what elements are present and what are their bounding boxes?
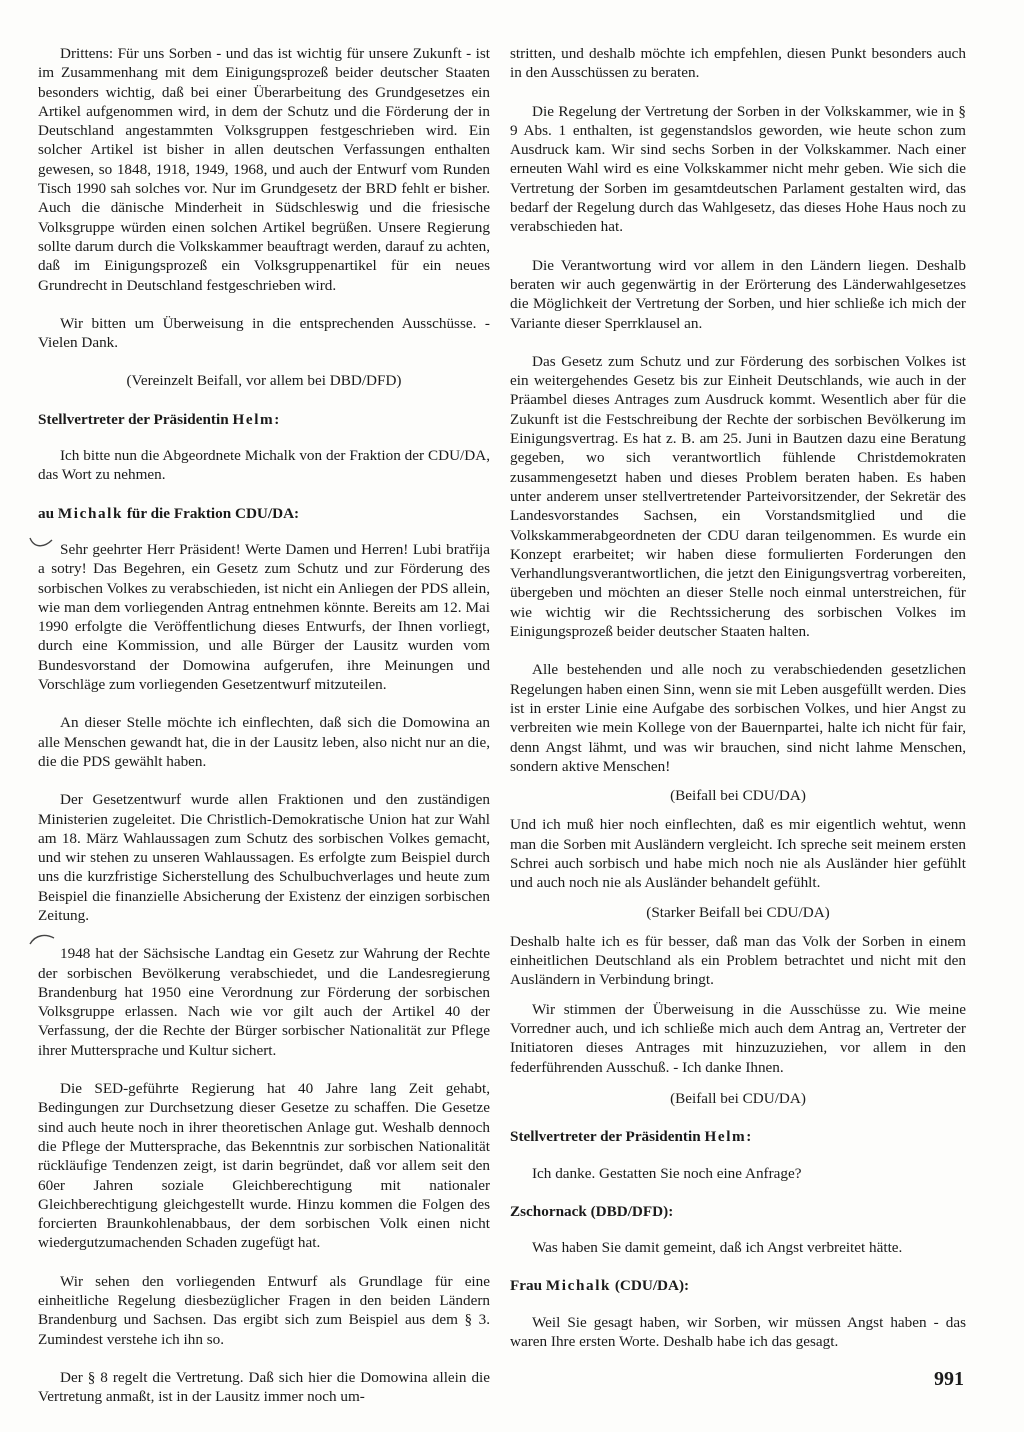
speaker-role: Stellvertreter der Präsidentin <box>38 410 229 428</box>
speaker-name: Michalk <box>57 504 124 522</box>
page-number: 991 <box>934 1368 964 1390</box>
paragraph: Das Gesetz zum Schutz und zur Förderung des sorbischen Volkes ist ein weitergehendes Gesetz bis zur Einheit Deutschlands, wie auch in der Präambel dieses Antrages zum Ausdruck kommt. Wesentlich aber für die Zukunft ist die Festschreibung der Rechte der sorbischen Bevölkerung im Einigungsvertrag. Es hat z. B. am 25. Juni in Bautzen dazu eine Beratung gegeben, wo sich verantwortlich fühlende Christdemokraten zusammengesetzt haben und dieses Problem beraten haben. Es haben unter anderem unser stellvertretender Parteivorsitzender, der Sekretär des Landesvorstandes Sachsen, ein Vorstandsmitglied und die Volkskammerabgeordneten der CDU daran teilgenommen. Es wurde ein Konzept erarbeitet; wir haben diese formulierten Forderungen den Verhandlungsverantwortlichen, die jetzt den Einigungsvertrag vorbereiten, übergeben und möchten an dieser Stelle noch einmal unterstreichen, für wie wichtig wir die Rechtssicherung des sorbischen Volkes im Einigungsprozeß beider deutscher Staaten halten. <box>510 352 966 641</box>
paragraph: Alle bestehenden und alle noch zu verabschiedenden gesetzlichen Regelungen haben einen Sinn, wenn sie mit Leben ausgefüllt werden. Dies ist in erster Linie eine Aufgabe des sorbischen Volkes, und hier Angst zu verbreiten wie mein Kollege von der Bauernpartei, halte ich nicht für fair, denn Angst lähmt, und was wir brauchen, sind nicht lahme Menschen, sondern aktive Menschen! <box>510 661 966 775</box>
paragraph: Wir sehen den vorliegenden Entwurf als Grundlage für eine einheitliche Regelung diesbezüglicher Fragen in den beiden Ländern Brandenburg und Sachsen. Das ergibt sich zum Beispiel aus dem § 3. Zumindest verstehe ich ihn so. <box>38 1272 490 1348</box>
right-column <box>510 44 966 1370</box>
audience-reaction: (Beifall bei CDU/DA) <box>670 787 806 805</box>
speaker-affiliation: für die Fraktion CDU/DA: <box>126 504 300 522</box>
paragraph: Der § 8 regelt die Vertretung. Daß sich hier die Domowina allein die Vertretung anmaßt, ist in der Lausitz immer noch um- <box>38 1368 490 1406</box>
paragraph: 1948 hat der Sächsische Landtag ein Gesetz zur Wahrung der Rechte der sorbischen Bevölkerung verabschiedet, und die Landesregierung Brandenburg hat 1950 eine Verordnung zur Förderung der sorbischen Volksgruppe erlassen. Nach wie vor gilt auch der Artikel 40 der Verfassung, der die Rechte der Bürger sorbischer Nationalität zur Pflege ihrer Muttersprache und Kultur sichert. <box>38 945 490 1059</box>
audience-reaction: (Beifall bei CDU/DA) <box>670 1089 806 1107</box>
paragraph: Die Verantwortung wird vor allem in den Ländern liegen. Deshalb beraten wir auch gegenwärtig in der Erörterung des Länderwahlgesetzes die Möglichkeit der Vertretung der Sorben, und hier schließe ich mich der Variante dieser Sperrklausel an. <box>510 256 966 332</box>
speaker-name: Michalk <box>545 1277 612 1295</box>
left-column <box>38 44 490 1426</box>
paragraph: Wir stimmen der Überweisung in die Ausschüsse zu. Wie meine Vorredner auch, und ich schließe mich auch dem Antrag an, Vertreter der Initiatoren dieses Antrages mit hinzuzuziehen, vor allem in den federführenden Ausschuß. - Ich danke Ihnen. <box>510 1000 966 1076</box>
paragraph: Ich bitte nun die Abgeordnete Michalk von der Fraktion der CDU/DA, das Wort zu nehmen. <box>38 447 490 484</box>
speaker-name: Helm: <box>232 410 281 428</box>
paragraph: Drittens: Für uns Sorben - und das ist wichtig für unsere Zukunft - ist im Zusammenhang mit dem Einigungsprozeß beider deutscher Staaten besonders wichtig, daß bei einer Überarbeitung des Grundgesetzes ein Artikel aufgenommen wird, in dem der Schutz und die Förderung der in Deutschland angestammten Volksgruppen festgeschrieben wird. Ein solcher Artikel ist bisher in allen deutschen Verfassungen enthalten gewesen, so 1848, 1918, 1949, 1968, und auch der Entwurf vom Runden Tisch 1990 sah solches vor. Nur im Grundgesetz der BRD fehlt er bisher. Auch die dänische Minderheit in Südschleswig und die friesische Volksgruppe würden einen solchen Artikel begrüßen. Unsere Regierung sollte darum durch die Volkskammer beauftragt werden, darauf zu achten, daß im Einigungsprozeß ein Volksgruppenartikel für ein neues Grundrecht in Deutschland festgeschrieben wird. <box>38 45 490 294</box>
paragraph: Weil Sie gesagt haben, wir Sorben, wir müssen Angst haben - das waren Ihre ersten Worte. Deshalb habe ich das gesagt. <box>510 1313 966 1351</box>
paragraph: Und ich muß hier noch einflechten, daß es mir eigentlich wehtut, wenn man die Sorben mit Ausländern vergleicht. Ich spreche seit meinem ersten Schrei auch sorbisch und habe mich noch nie als Ausländer hier gefühlt und auch noch nie als Ausländer behandelt gefühlt. <box>510 816 966 892</box>
paragraph: An dieser Stelle möchte ich einflechten, daß sich die Domowina an alle Menschen gewandt hat, die in der Lausitz leben, also nicht nur an die, die die PDS gewählt haben. <box>38 714 490 770</box>
paragraph: stritten, und deshalb möchte ich empfehlen, diesen Punkt besonders auch in den Ausschüssen zu beraten. <box>510 45 966 82</box>
speaker-name: Helm: <box>704 1128 753 1146</box>
paragraph: Die SED-geführte Regierung hat 40 Jahre lang Zeit gehabt, Bedingungen zur Durchsetzung dieser Gesetze zu schaffen. Die Gesetze sind auch heute noch in ihrer theoretischen Anlage gut. Weshalb dennoch die Pflege der Muttersprache, das Bekenntnis zur sorbischen Nationalität rückläufige Tendenzen zeigt, ist darin begründet, daß vor allem seit den 60er Jahren soziale Gleichberechtigung mit nationaler Gleichberechtigung gleichgestellt wurde. Hinzu kommen die Folgen des forcierten Braunkohlenabbaus, der dem sorbischen Volk einen nicht wiedergutzumachenden Schaden zugefügt hat. <box>38 1080 490 1252</box>
speaker-heading <box>510 1276 966 1295</box>
speaker-heading <box>38 504 490 523</box>
audience-reaction: (Starker Beifall bei CDU/DA) <box>646 903 830 921</box>
speaker-affiliation: (CDU/DA): <box>614 1277 690 1295</box>
paragraph: Der Gesetzentwurf wurde allen Fraktionen und den zuständigen Ministerien zugeleitet. Die Christlich-Demokratische Union hat zur Wahl am 18. März Wahlaussagen zum Schutz des sorbischen Volkes gemacht, und wir stehen zu unseren Wahlaussagen. Es erfolgte zum Beispiel durch uns die kurzfristige Sicherstellung des Schulbuchverlages und heute zum Beispiel die finanzielle Absicherung der Existenz der einzigen sorbischen Zeitung. <box>38 791 490 924</box>
speaker-role: Stellvertreter der Präsidentin <box>510 1128 701 1146</box>
paragraph: Deshalb halte ich es für besser, daß man das Volk der Sorben in einem einheitlichen Deutschland als ein Problem betrachtet und nicht mit den Ausländern in Verbindung bringt. <box>510 932 966 989</box>
paragraph: Sehr geehrter Herr Präsident! Werte Damen und Herren! Lubi bratřija a sotry! Das Begehren, ein Gesetz zum Schutz und zur Förderung des sorbischen Volkes zu verabschieden, ist nicht ein Anliegen der PDS allein, wie man dem vorliegenden Antrag entnehmen könnte. Bereits am 12. Mai 1990 erfolgte die Veröffentlichung dieses Entwurfs, der Ihnen vorliegt, durch eine Kommission, und alle Bürger der Lausitz wurden vom Bundesvorstand der Domowina aufgerufen, ihre Meinungen und Vorschläge zum vorliegenden Gesetzentwurf mitzuteilen. <box>38 540 490 694</box>
speaker-prefix: Frau <box>510 1277 543 1295</box>
paragraph: Was haben Sie damit gemeint, daß ich Angst verbreitet hätte. <box>532 1239 903 1257</box>
paragraph: Ich danke. Gestatten Sie noch eine Anfrage? <box>532 1164 802 1182</box>
paragraph: Wir bitten um Überweisung in die entsprechenden Ausschüsse. - Vielen Dank. <box>38 314 490 352</box>
speaker-heading <box>38 410 490 429</box>
speaker-heading: Zschornack (DBD/DFD): <box>510 1202 674 1220</box>
audience-reaction: (Vereinzelt Beifall, vor allem bei DBD/DFD) <box>126 372 402 390</box>
speaker-prefix: au <box>38 504 55 522</box>
paragraph: Die Regelung der Vertretung der Sorben in der Volkskammer, wie in § 9 Abs. 1 enthalten, ist gegenstandslos geworden, wie heute schon zum Ausdruck kam. Wir sind sechs Sorben in der Volkskammer. Nach einer erneuten Wahl wird es eine Volkskammer nicht mehr geben. Wie sich die Vertretung der Sorben im gesamtdeutschen Parlament gestalten wird, das bedarf der Regelung durch das Wahlgesetz, das dieses Hohe Haus noch zu verabschieden hat. <box>510 102 966 236</box>
speaker-heading <box>510 1127 966 1146</box>
